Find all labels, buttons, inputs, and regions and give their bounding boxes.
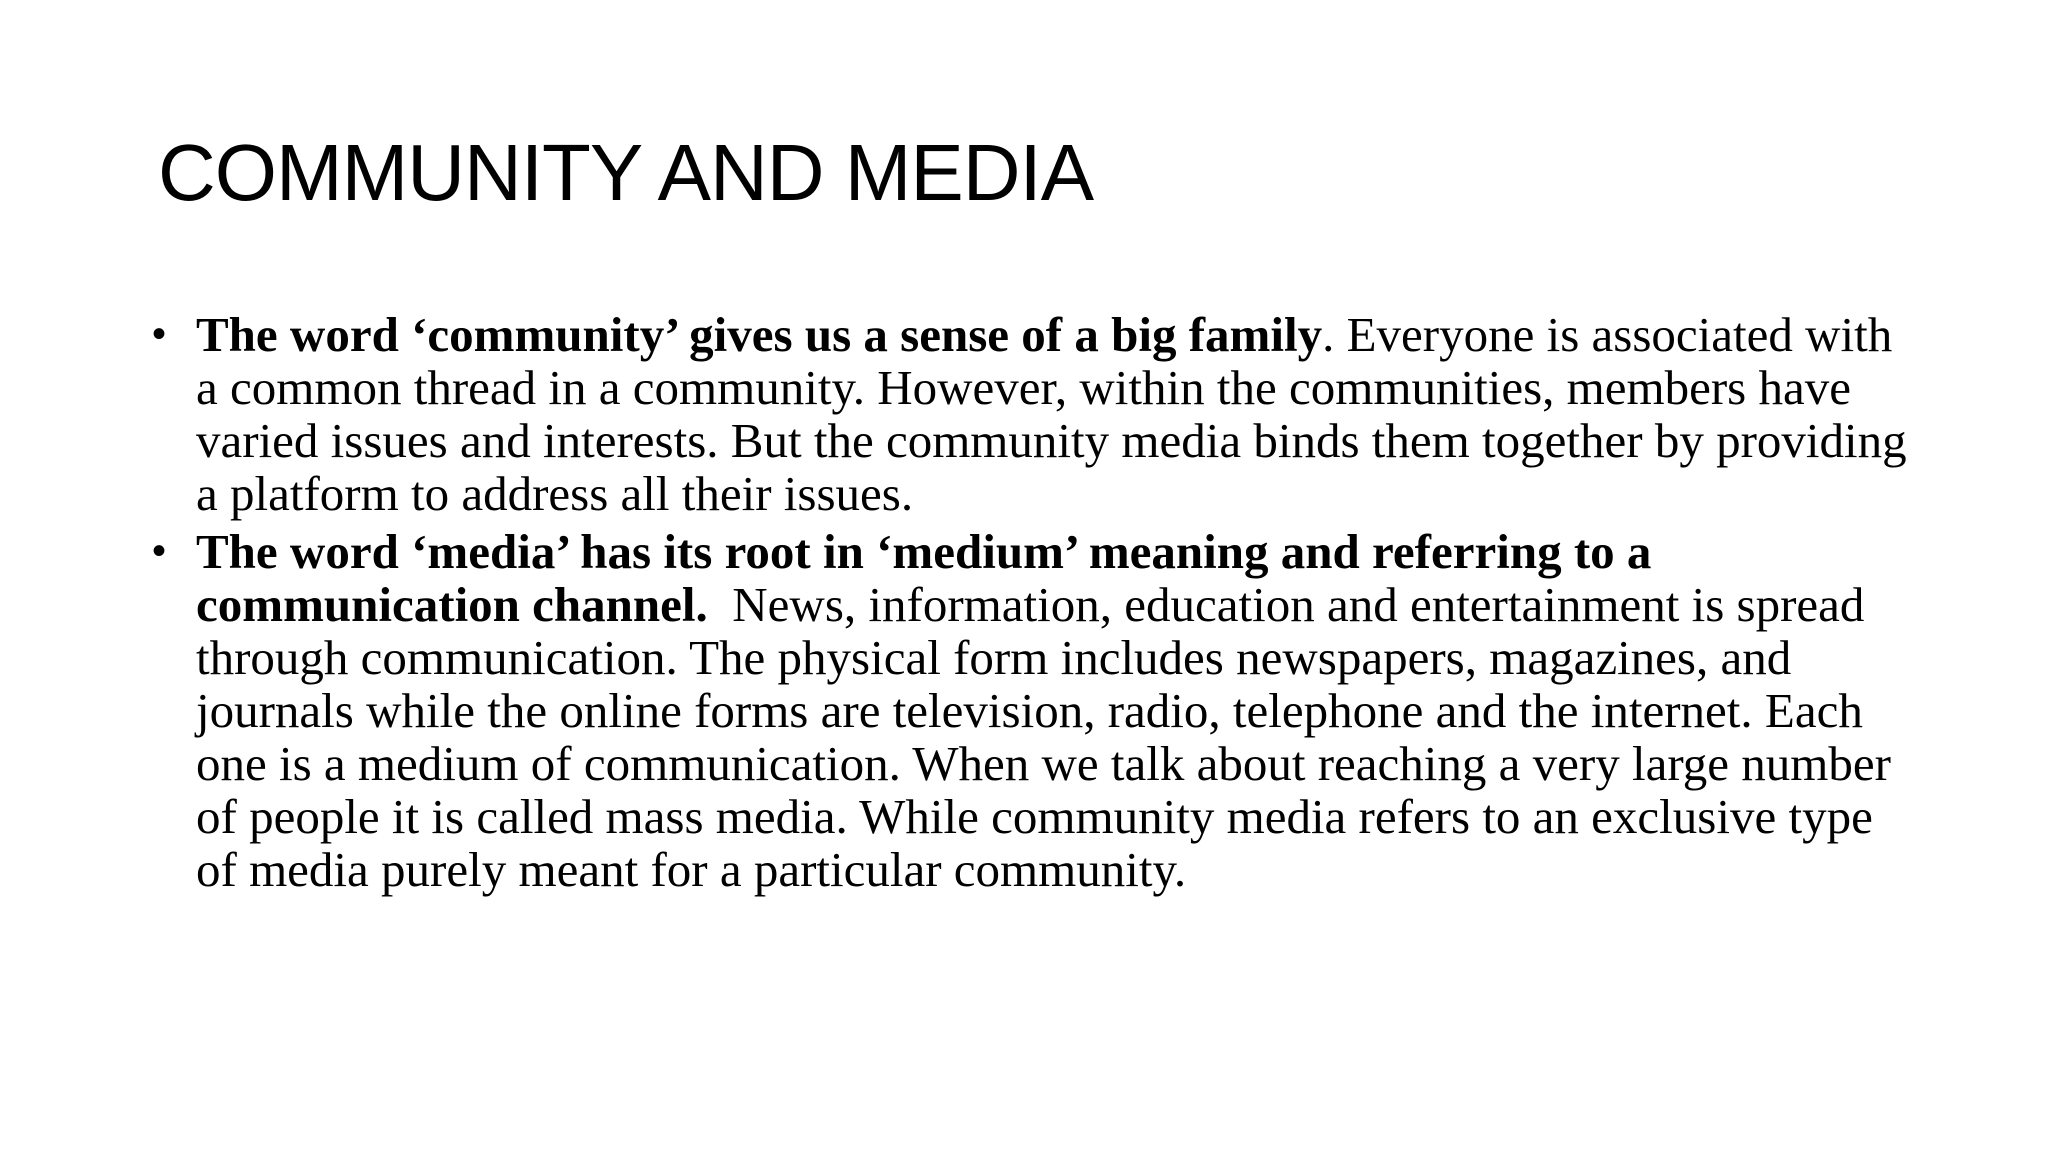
bullet-bold-text: The word ‘media’ has its root in ‘medium’ meaning and referring to a communication channel. xyxy=(196,524,1652,632)
slide-title: COMMUNITY AND MEDIA xyxy=(158,128,1094,217)
bullet-body-text: News, information, education and entertainment is spread through communication. The physical form includes newspapers, magazines, and journals while the online forms are television, radio, telephone and the internet. Each one is a medium of communication. When we talk about reaching a very large number of people it is called mass media. While community media refers to an exclusive type of media purely meant for a particular community. xyxy=(196,577,1904,897)
bullet-bold-text: The word ‘community’ gives us a sense of a big family xyxy=(196,307,1323,362)
bullet-item-community xyxy=(152,308,1912,520)
bullet-list xyxy=(152,308,1912,901)
bullet-item-media xyxy=(152,525,1912,896)
bullet-dot-icon: • xyxy=(152,312,167,356)
bullet-dot-icon: • xyxy=(152,529,167,573)
bullet-body-text: . Everyone is associated with a common thread in a community. However, within the communities, members have varied issues and interests. But the community media binds them together by providing a platform to address all their issues. xyxy=(196,307,1907,521)
